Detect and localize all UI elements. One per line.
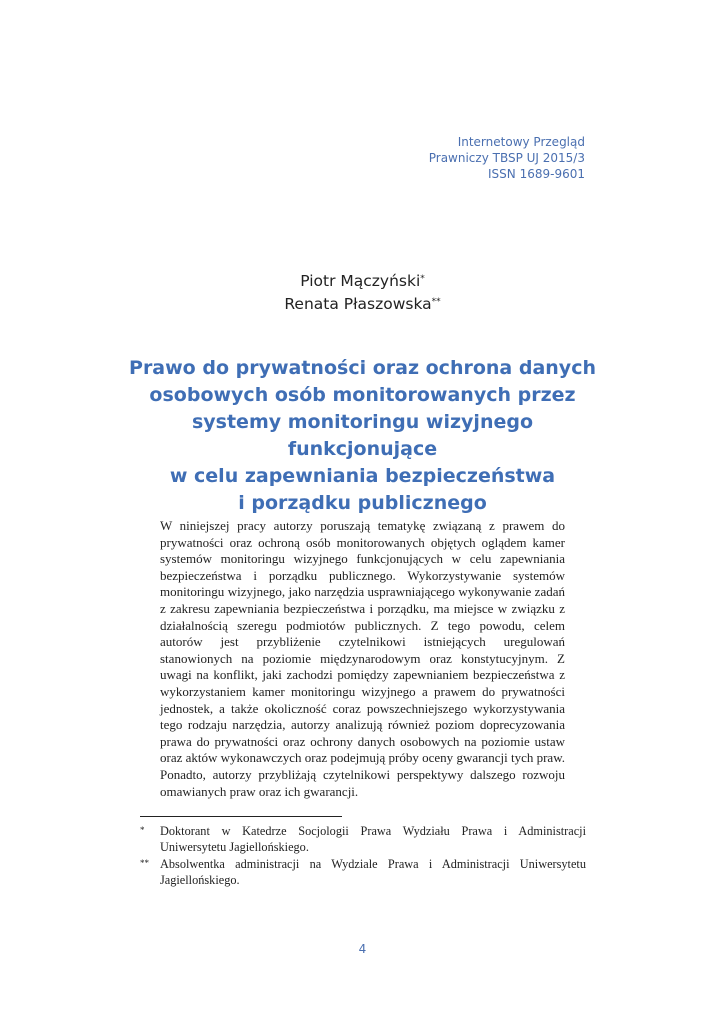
footnote-2-text: Absolwentka administracji na Wydziale Prawa i Administracji Uniwersytetu Jagiellońskiego. <box>160 857 586 887</box>
author-2 <box>0 293 725 316</box>
author-1-name: Piotr Mączyński <box>300 272 421 290</box>
footnote-1-mark: * <box>140 825 145 835</box>
abstract: W niniejszej pracy autorzy poruszają tematykę związaną z prawem do prywatności oraz ochroną osób monitorowanych objętych oglądem kamer systemów monitoringu wizyjnego funkcjonujących w celu zapewniania bezpieczeństwa i porządku publicznego. Wykorzystywanie systemów monitoringu wizyjnego, jako narzędzia usprawniającego wykonywanie zadań z zakresu zapewniania bezpieczeństwa i porządku, ma miejsce w związku z działalnością szeregu podmiotów publicznych. Z tego powodu, celem autorów jest przybliżenie czytelnikowi istniejących uregulowań stanowionych na poziomie międzynarodowym oraz konstytucyjnym. Z uwagi na konflikt, jaki zachodzi pomiędzy zapewnianiem bezpieczeństwa z wykorzystaniem kamer monitoringu wizyjnego a prawem do prywatności jednostek, a także okoliczność coraz powszechniejszego wykorzystywania tego rodzaju narzędzia, autorzy analizują również poziom doprecyzowania prawa do prywatności oraz ochrony danych osobowych na poziomie ustaw oraz aktów wykonawczych oraz podejmują próby oceny gwarancji tych praw. Ponadto, autorzy przybliżają czytelnikowi perspektywy dalszego rozwoju omawianych praw oraz ich gwarancji. <box>160 518 565 799</box>
journal-info <box>429 134 585 182</box>
footnote-1-text: Doktorant w Katedrze Socjologii Prawa Wydziału Prawa i Administracji Uniwersytetu Jagiellońskiego. <box>160 824 586 854</box>
footnote-divider <box>140 816 342 817</box>
author-1-footnote-mark: * <box>420 274 425 284</box>
author-2-name: Renata Płaszowska <box>284 295 432 313</box>
page-number: 4 <box>358 942 367 956</box>
footnotes <box>140 824 586 890</box>
footnote-2-mark: ** <box>140 858 149 869</box>
author-1 <box>0 270 725 293</box>
footnote-1 <box>140 824 586 855</box>
journal-name-line-2: Prawniczy TBSP UJ 2015/3 <box>428 151 585 165</box>
paper-title: Prawo do prywatności oraz ochrona danych osobowych osób monitorowanych przez systemy monitoringu wizyjnego funkcjonujące w celu zapewniania bezpieczeństwa i porządku publicznego <box>129 357 596 514</box>
footnote-2 <box>140 857 586 888</box>
journal-issn: ISSN 1689-9601 <box>488 167 585 181</box>
journal-name-line-1: Internetowy Przegląd <box>457 135 585 149</box>
authors <box>0 270 725 316</box>
author-2-footnote-mark: ** <box>431 297 441 307</box>
